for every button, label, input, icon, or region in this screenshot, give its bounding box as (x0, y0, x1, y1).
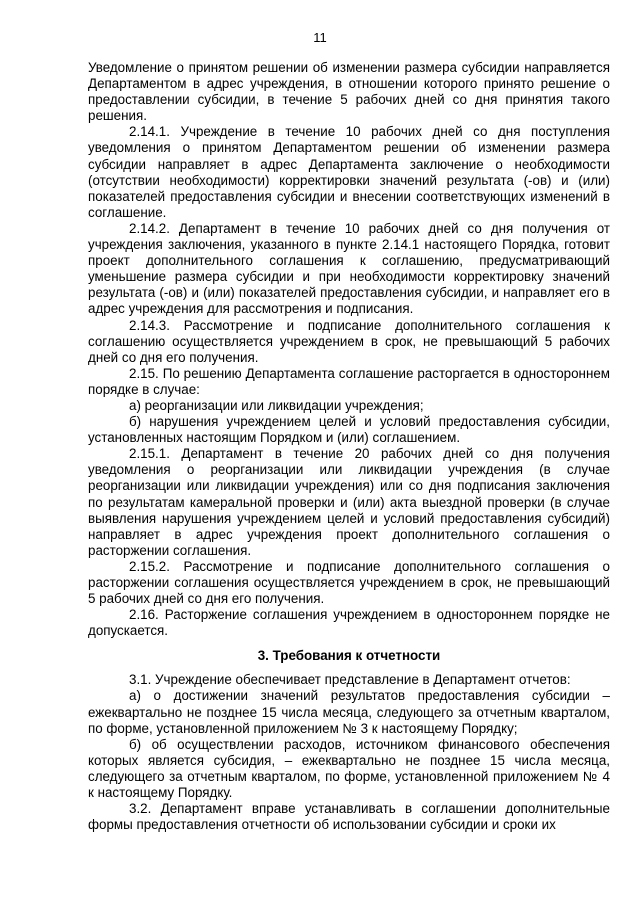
paragraph: б) нарушения учреждением целей и условий предоставления субсидии, установленных настоящим Порядком и (или) соглашением. (88, 414, 610, 446)
section-heading: 3. Требования к отчетности (257, 648, 441, 664)
paragraph: 3.2. Департамент вправе устанавливать в соглашении дополнительные формы предоставления отчетности об использовании субсидии и сроки их (88, 801, 610, 833)
paragraph: Уведомление о принятом решении об изменении размера субсидии направляется Департаментом в адрес учреждения, в отношении которого принято решение о предоставлении субсидии, в течение 5 рабочих дней со дня принятия такого решения. (88, 60, 610, 124)
paragraph: 2.15.1. Департамент в течение 20 рабочих дней со дня получения уведомления о реорганизации или ликвидации учреждения (в случае реорганизации или ликвидации учреждения) или со дня подписания заключения по результатам камеральной проверки и (или) акта выездной проверки (в случае выявления нарушения учреждением целей и условий предоставления субсидий) направляет в адрес учреждения проект дополнительного соглашения о расторжении соглашения. (88, 446, 610, 558)
paragraph: 2.14.3. Рассмотрение и подписание дополнительного соглашения к соглашению осуществляется учреждением в срок, не превышающий 5 рабочих дней со дня его получения. (88, 317, 610, 365)
page-number: 11 (313, 30, 327, 45)
paragraph: б) об осуществлении расходов, источником финансового обеспечения которых является субсидия, – ежеквартально не позднее 15 числа месяца, следующего за отчетным кварталом, по форме, установленной приложением № 4 к настоящему Порядку. (88, 736, 610, 801)
paragraph: 2.14.2. Департамент в течение 10 рабочих дней со дня получения от учреждения заключения, указанного в пункте 2.14.1 настоящего Порядка, готовит проект дополнительного соглашения к соглашению, предусматривающий уменьшение размера субсидии и при необходимости корректировку значений результата (-ов) и (или) показателей предоставления субсидии, и направляет его в адрес учреждения для рассмотрения и подписания. (88, 220, 610, 317)
paragraph: 2.16. Расторжение соглашения учреждением в одностороннем порядке не допускается. (88, 607, 610, 639)
paragraph: 2.15. По решению Департамента соглашение расторгается в одностороннем порядке в случае: (88, 365, 610, 397)
paragraph: а) о достижении значений результатов предоставления субсидии – ежеквартально не позднее 15 числа месяца, следующего за отчетным кварталом, по форме, установленной приложением № 3 к настоящему Порядку; (88, 688, 610, 736)
paragraph: 3.1. Учреждение обеспечивает представление в Департамент отчетов: (129, 672, 571, 688)
paragraph: а) реорганизации или ликвидации учреждения; (129, 397, 424, 413)
paragraph: 2.14.1. Учреждение в течение 10 рабочих дней со дня поступления уведомления о принятом Департаментом решении об изменении размера субсидии направляет в адрес Департамента заключение о необходимости (отсутствии необходимости) корректировки значений результата (-ов) и (или) показателей предоставления субсидии и внесении соответствующих изменений в соглашение. (88, 124, 610, 220)
document-body (88, 60, 610, 833)
paragraph: 2.15.2. Рассмотрение и подписание дополнительного соглашения о расторжении соглашения осуществляется учреждением в срок, не превышающий 5 рабочих дней со дня его получения. (88, 558, 610, 607)
